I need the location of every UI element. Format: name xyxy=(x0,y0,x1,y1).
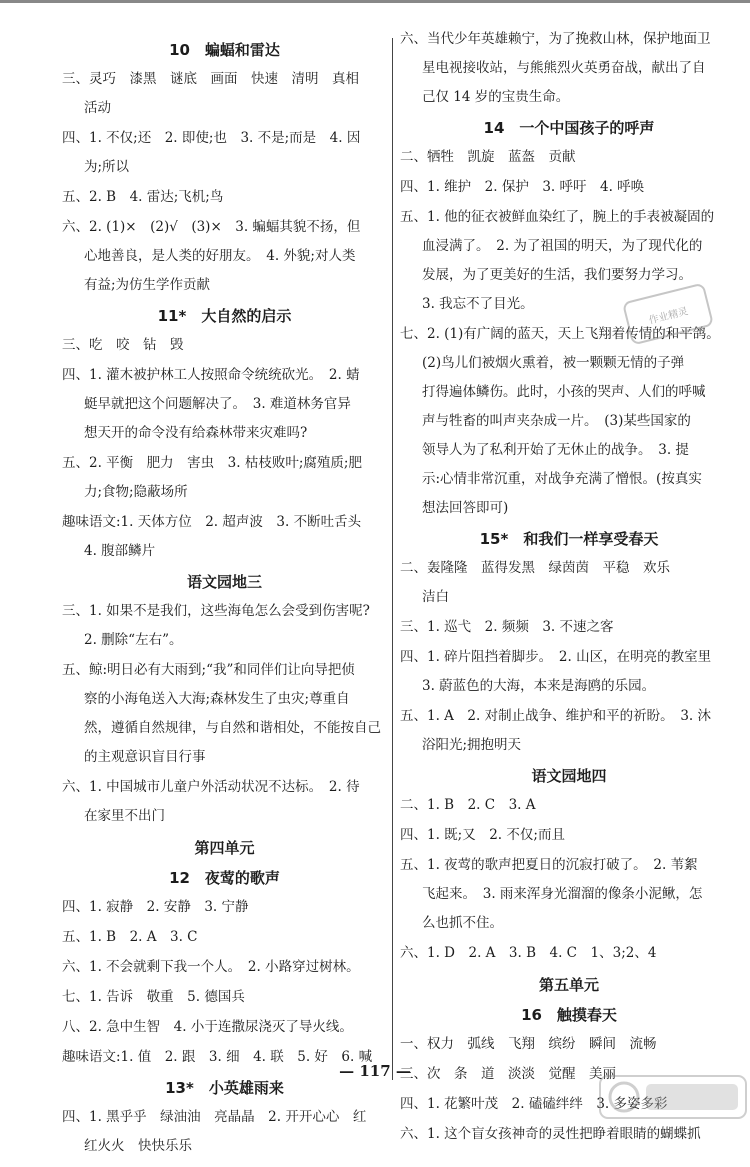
section-title: 13* 小英雄雨来 xyxy=(165,1079,284,1097)
answer-line: 五、鲸:明日必有大雨到;“我”和同伴们让向导把侦 察的小海龟送入大海;森林发生了虫灾;尊重自 然，遵循自然规律，与自然和谐相处，不能按自己 的主观意识盲目行事 xyxy=(62,662,381,765)
answer-line: 趣味语文:1. 天体方位 2. 超声波 3. 不断吐舌头 4. 腹部鳞片 xyxy=(62,514,362,559)
top-edge-line xyxy=(0,0,750,3)
answer-line: 五、1. 夜莺的歌声把夏日的沉寂打破了。 2. 苇絮 飞起来。 3. 雨来浑身光溜溜的像条小泥鳅，怎 么也抓不住。 xyxy=(400,857,703,931)
answer-line: 三、1. 巡弋 2. 频频 3. 不速之客 xyxy=(400,619,614,635)
answer-line: 二、牺牲 凯旋 蓝盔 贡献 xyxy=(400,149,576,165)
section-title: 16 触摸春天 xyxy=(521,1006,617,1024)
answer-line: 七、1. 告诉 敬重 5. 德国兵 xyxy=(62,989,245,1005)
section-title: 11* 大自然的启示 xyxy=(157,307,292,325)
right-column xyxy=(400,30,738,1155)
answer-line: 二、轰隆隆 蓝得发黑 绿茵茵 平稳 欢乐 洁白 xyxy=(400,560,670,605)
answer-line: 四、1. 碎片阻挡着脚步。 2. 山区，在明亮的教室里 3. 蔚蓝色的大海，本来是海鸥的乐园。 xyxy=(400,649,712,694)
stamp-seal: 作业精灵 xyxy=(622,282,714,345)
answer-line: 六、1. 这个盲女孩神奇的灵性把睁着眼睛的蝴蝶抓 xyxy=(400,1126,701,1142)
answer-line: 五、2. B 4. 雷达;飞机;鸟 xyxy=(62,189,224,205)
answer-line: 六、1. 不会就剩下我一个人。 2. 小路穿过树林。 xyxy=(62,959,360,975)
unit-title: 第五单元 xyxy=(538,976,599,994)
answer-line: 六、当代少年英雄赖宁，为了挽救山林，保护地面卫 星电视接收站，与熊熊烈火英勇奋战，献出了自 己仅 14 岁的宝贵生命。 xyxy=(400,31,711,105)
answer-line: 四、1. 寂静 2. 安静 3. 宁静 xyxy=(62,899,249,915)
section-title: 10 蝙蝠和雷达 xyxy=(169,41,280,59)
answer-line: 二、1. B 2. C 3. A xyxy=(400,797,536,813)
answer-line: 三、灵巧 漆黑 谜底 画面 快速 清明 真相 活动 xyxy=(62,71,359,116)
answer-line: 一、权力 弧线 飞翔 缤纷 瞬间 流畅 xyxy=(400,1036,657,1052)
answer-line: 三、吃 咬 钻 毁 xyxy=(62,337,184,353)
answer-line: 四、1. 不仅;还 2. 即使;也 3. 不是;而是 4. 因 为;所以 xyxy=(62,130,361,175)
answer-line: 四、1. 灌木被护林工人按照命令统统砍光。 2. 蜻 蜓早就把这个问题解决了。 3. 难道林务官异 想天开的命令没有给森林带来灾难吗? xyxy=(62,367,360,441)
answer-line: 六、1. 中国城市儿童户外活动状况不达标。 2. 待 在家里不出门 xyxy=(62,779,360,824)
left-column xyxy=(62,30,387,1167)
answer-line: 六、1. D 2. A 3. B 4. C 1、3;2、4 xyxy=(400,945,657,961)
column-divider xyxy=(392,38,393,1080)
unit-title: 第四单元 xyxy=(194,839,255,857)
answer-line: 四、1. 黑乎乎 绿油油 亮晶晶 2. 开开心心 红 红火火 快快乐乐 xyxy=(62,1109,367,1154)
section-title: 语文园地四 xyxy=(531,767,607,785)
section-title: 15* 和我们一样享受春天 xyxy=(479,530,659,548)
answer-line: 三、次 条 道 淡淡 觉醒 美丽 xyxy=(400,1066,616,1082)
answer-line: 六、2. (1)× (2)√ (3)× 3. 蝙蝠其貌不扬，但 心地善良，是人类的好朋友。 4. 外貌;对人类 有益;为仿生学作贡献 xyxy=(62,219,361,293)
answer-line: 八、2. 急中生智 4. 小于连撒尿浇灭了导火线。 xyxy=(62,1019,353,1035)
answer-line: 五、1. A 2. 对制止战争、维护和平的祈盼。 3. 沐 浴阳光;拥抱明天 xyxy=(400,708,712,753)
answer-line: 七、2. (1)有广阔的蓝天，天上飞翔着传情的和平鸽。 (2)鸟儿们被烟火熏着，被一颗颗无情的子弹 打得遍体鳞伤。此时，小孩的哭声、人们的呼喊 声与牲畜的叫声夹杂成一片。 (3)某些国家的 领导人为了私利开始了无休止的战争。 3. 提 示:心情非常沉重，对战争充满了憎恨。(按真实 想法回答即可) xyxy=(400,326,720,516)
answer-line: 趣味语文:1. 值 2. 跟 3. 细 4. 联 5. 好 6. 喊 xyxy=(62,1049,373,1065)
answer-line: 四、1. 既;又 2. 不仅;而且 xyxy=(400,827,565,843)
answer-line: 五、2. 平衡 肥力 害虫 3. 枯枝败叶;腐殖质;肥 力;食物;隐蔽场所 xyxy=(62,455,362,500)
page-number: — 117 — xyxy=(339,1062,411,1080)
answer-line: 四、1. 花繁叶茂 2. 磕磕绊绊 3. 多姿多彩 xyxy=(400,1096,668,1112)
answer-line: 五、1. 他的征衣被鲜血染红了，腕上的手表被凝固的 血浸满了。 2. 为了祖国的明天，为了现代化的 发展，为了更美好的生活，我们要努力学习。 3. 我忘不了目光。 xyxy=(400,209,715,312)
section-title: 14 一个中国孩子的呼声 xyxy=(483,119,655,137)
answer-line: 三、1. 如果不是我们，这些海龟怎么会受到伤害呢? 2. 删除“左右”。 xyxy=(62,603,370,648)
answer-line: 四、1. 维护 2. 保护 3. 呼吁 4. 呼唤 xyxy=(400,179,645,195)
section-title: 语文园地三 xyxy=(186,573,262,591)
answer-line: 五、1. B 2. A 3. C xyxy=(62,929,198,945)
section-title: 12 夜莺的歌声 xyxy=(169,869,280,887)
